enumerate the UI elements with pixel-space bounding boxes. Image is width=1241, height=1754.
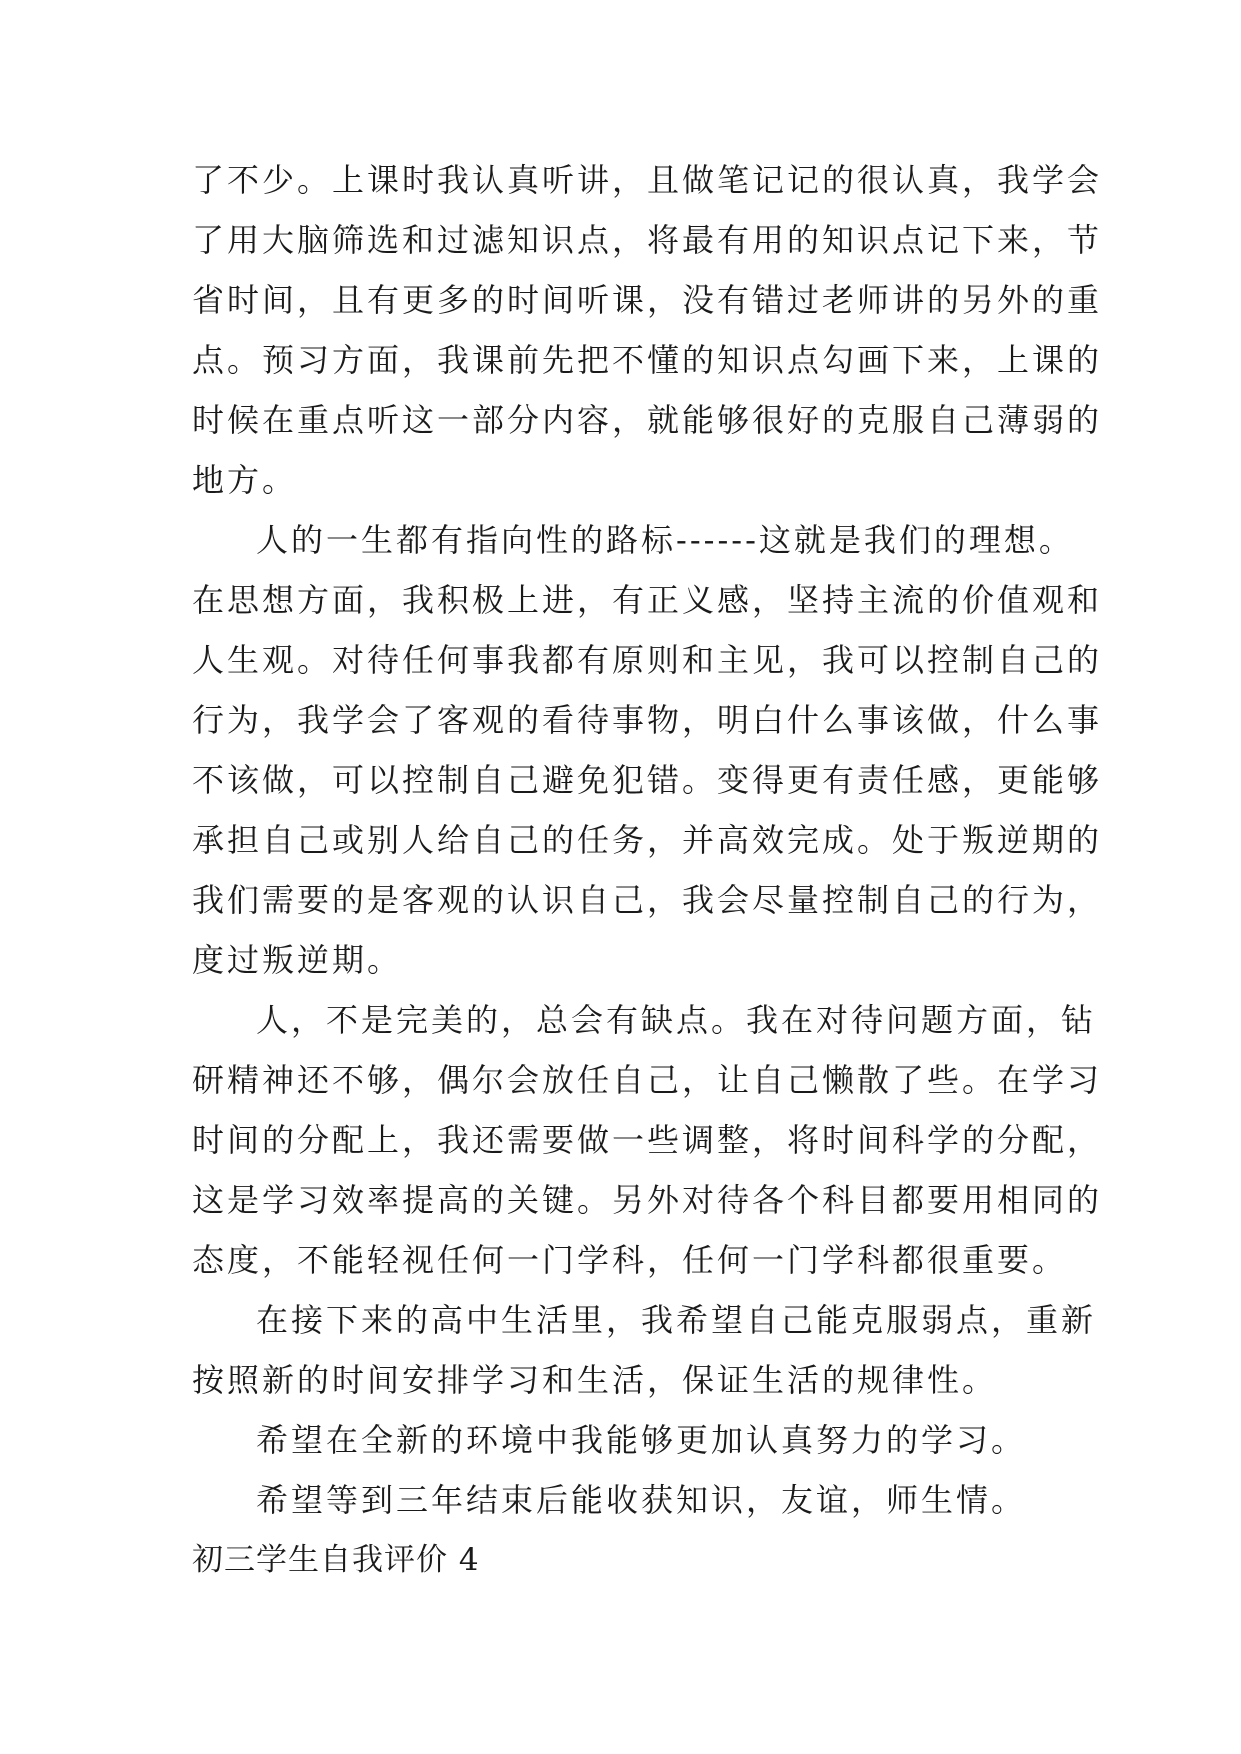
- paragraph-line: 行为，我学会了客观的看待事物，明白什么事该做，什么事: [192, 701, 1103, 739]
- paragraph-line: 承担自己或别人给自己的任务，并高效完成。处于叛逆期的: [192, 821, 1103, 859]
- paragraph-line: 在思想方面，我积极上进，有正义感，坚持主流的价值观和: [192, 581, 1103, 619]
- paragraph-line: 时候在重点听这一部分内容，就能够很好的克服自己薄弱的: [192, 401, 1103, 439]
- paragraph-line: 我们需要的是客观的认识自己，我会尽量控制自己的行为，: [192, 881, 1103, 919]
- paragraph-line: 省时间，且有更多的时间听课，没有错过老师讲的另外的重: [192, 281, 1103, 319]
- paragraph-first-line: 希望在全新的环境中我能够更加认真努力的学习。: [256, 1421, 1027, 1459]
- paragraph-line: 了不少。上课时我认真听讲，且做笔记记的很认真，我学会: [192, 161, 1103, 199]
- paragraph-first-line: 人的一生都有指向性的路标------这就是我们的理想。: [256, 521, 1074, 559]
- paragraph-line: 地方。: [192, 461, 298, 499]
- paragraph-line: 研精神还不够，偶尔会放任自己，让自己懒散了些。在学习: [192, 1061, 1103, 1099]
- paragraph-first-line: 人，不是完美的，总会有缺点。我在对待问题方面，钻: [256, 1001, 1097, 1039]
- paragraph-line: 态度，不能轻视任何一门学科，任何一门学科都很重要。: [192, 1241, 1068, 1279]
- paragraph-line: 点。预习方面，我课前先把不懂的知识点勾画下来，上课的: [192, 341, 1103, 379]
- paragraph-line: 度过叛逆期。: [192, 941, 403, 979]
- paragraph-line: 不该做，可以控制自己避免犯错。变得更有责任感，更能够: [192, 761, 1103, 799]
- paragraph-line: 人生观。对待任何事我都有原则和主见，我可以控制自己的: [192, 641, 1103, 679]
- paragraph-line: 时间的分配上，我还需要做一些调整，将时间科学的分配，: [192, 1121, 1103, 1159]
- paragraph-line: 这是学习效率提高的关键。另外对待各个科目都要用相同的: [192, 1181, 1103, 1219]
- paragraph-line: 了用大脑筛选和过滤知识点，将最有用的知识点记下来，节: [192, 221, 1103, 259]
- paragraph-first-line: 希望等到三年结束后能收获知识，友谊，师生情。: [256, 1481, 1027, 1519]
- section-heading: 初三学生自我评价 4: [192, 1542, 480, 1578]
- paragraph-first-line: 在接下来的高中生活里，我希望自己能克服弱点，重新: [256, 1301, 1097, 1339]
- document-body: [192, 150, 1103, 1590]
- paragraph-line: 按照新的时间安排学习和生活，保证生活的规律性。: [192, 1361, 998, 1399]
